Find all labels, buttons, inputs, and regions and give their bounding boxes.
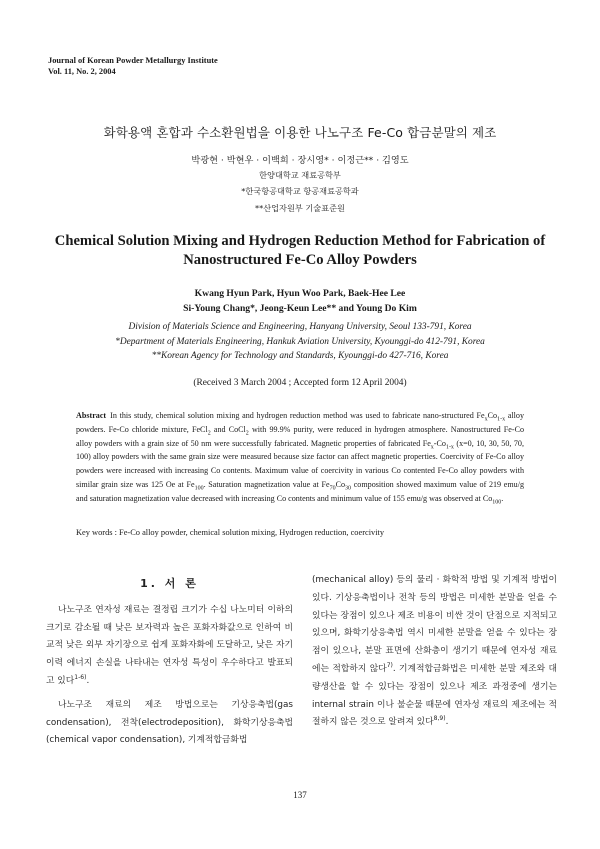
abstract-label: Abstract [76, 411, 107, 420]
korean-title: 화학용액 혼합과 수소환원법을 이용한 나노구조 Fe-Co 합금분말의 제조 [103, 125, 497, 140]
subscript: 100 [492, 499, 502, 506]
english-affiliation-1: Division of Materials Science and Engineering, Hanyang University, Seoul 133-791, Korea [128, 322, 472, 332]
subscript: 100 [194, 485, 204, 492]
paragraph-text: . [445, 717, 449, 728]
abstract-text: Co [487, 411, 498, 420]
left-column [46, 575, 293, 756]
subscript: x [484, 416, 488, 423]
paragraph-text: . [86, 675, 90, 686]
subscript: x [430, 444, 434, 451]
korean-affiliation-1: 한양대학교 재료공학부 [259, 170, 341, 180]
korean-affiliation-2: *한국항공대학교 항공재료공학과 [241, 186, 359, 196]
english-authors-line-1: Kwang Hyun Park, Hyun Woo Park, Baek-Hee Lee [194, 288, 406, 299]
abstract-text: -Co [433, 438, 446, 448]
paragraph-3 [312, 572, 557, 732]
right-column [312, 572, 557, 732]
english-affiliation-3: **Korean Agency for Technology and Standards, Kyounggi-do 427-716, Korea [151, 351, 449, 362]
english-authors [0, 286, 600, 316]
abstract-text: and CoCl [210, 424, 246, 434]
korean-affiliation-3: **산업자원부 기술표준원 [255, 203, 345, 213]
journal-volume: Vol. 11, No. 2, 2004 [48, 66, 116, 76]
subscript: 70 [329, 485, 336, 492]
subscript: 1-x [445, 444, 454, 451]
english-title-line-2: Nanostructured Fe-Co Alloy Powders [183, 252, 417, 268]
paragraph-1 [46, 602, 293, 691]
abstract-text: with 99.9% purity, were reduced in hydrogen atmosphere. Nanostructured Fe-Co alloy powders with a grain size of 50 nm were successfully fabricated. Magnetic properties of fabricated Fe [76, 424, 525, 448]
subscript: 30 [345, 485, 352, 492]
subscript: 1-x [497, 416, 506, 423]
paragraph-text: 나노구조 연자성 재료는 결정립 크기가 수십 나노미터 이하의 크기로 감소될 때 낮은 보자력과 높은 포화자화값으로 인하여 비교적 낮은 외부 자기장으로 쉽게 포화자화에 도달하고, 낮은 자기이력 에너지 손실을 나타내는 연자성 특성이 우수하다고 발표되고 있다 [46, 604, 293, 686]
abstract-text: Co [335, 479, 346, 489]
keywords: Key words : Fe-Co alloy powder, chemical solution mixing, Hydrogen reduction, coercivity [76, 528, 385, 537]
section-heading: 1. 서 론 [140, 577, 199, 590]
page-number: 137 [293, 790, 307, 800]
english-authors-line-2: Si-Young Chang*, Jeong-Keun Lee** and Young Do Kim [183, 303, 417, 314]
journal-name: Journal of Korean Powder Metallurgy Institute [48, 56, 218, 65]
abstract-text: (x=0, 10, 30, 50, 70, 100) alloy powders with the same grain size were measured because size factor can affect magnetic properties. Coercivity of Fe-Co alloy powders were increased with increasing Co contents. Maximum value of coercivity in various Co contented Fe-Co alloy powders with similar grain size was 125 Oe at Fe [76, 438, 524, 489]
english-affiliation-2: *Department of Materials Engineering, Hankuk Aviation University, Kyounggi-do 412-791, Korea [115, 336, 485, 347]
paragraph-2: 나노구조 재료의 제조 방법으로는 기상응축법(gas condensation), 전착(electrodeposition), 화학기상응축법(chemical vapor condensation), 기계적합금화법 [46, 699, 293, 746]
english-title-line-1: Chemical Solution Mixing and Hydrogen Reduction Method for Fabrication of [54, 233, 546, 249]
abstract-text: . Saturation magnetization value at Fe [203, 479, 330, 489]
paragraph-text: . 기계적합금화법은 미세한 분말 제조와 대량생산을 할 수 있다는 장점이 있으나 제조 과정중에 생기는 internal strain 이나 불순물 때문에 연자성 재료의 제조에는 적절하지 않은 것으로 알려져 있다 [312, 663, 557, 728]
journal-header [48, 56, 218, 77]
citation-ref: 1-6) [74, 674, 87, 682]
abstract-text: alloy powders. Fe-Co chloride mixture, FeCl [76, 411, 524, 434]
subscript: 2 [207, 430, 211, 437]
korean-authors: 박광현 · 박현우 · 이백희 · 장시영* · 이정근** · 김영도 [191, 155, 409, 166]
abstract-text: . [501, 493, 504, 503]
english-title [0, 232, 600, 270]
subscript: 2 [245, 430, 249, 437]
citation-ref: 7) [386, 662, 393, 670]
abstract-text: composition showed maximum value of 219 emu/g and saturation magnetization value decreased with increasing Co contents and minimum value of 155 emu/g was observed at Co [76, 479, 525, 503]
english-affiliations [0, 320, 600, 364]
citation-ref: 8,9) [433, 715, 446, 723]
received-dates: (Received 3 March 2004 ; Accepted form 12 April 2004) [193, 378, 407, 388]
paragraph-text: (mechanical alloy) 등의 물리 · 화학적 방법 및 기계적 방법이 있다. 기상응축법이나 전착 등의 방법은 미세한 분말을 얻을 수 있다는 장점이 있으나 제조 비용이 비싼 것이 단점으로 지적되고 있으며, 화학기상응축법 역시 미세한 분말을 얻을 수 있다는 장점이 있으나, 분말 표면에 산화층이 생기기 때문에 연자성 재료에는 적합하지 않다 [312, 575, 557, 674]
abstract-text: In this study, chemical solution mixing and hydrogen reduction method was used to fabricate nano-structured Fe [110, 411, 485, 420]
abstract [76, 409, 524, 506]
